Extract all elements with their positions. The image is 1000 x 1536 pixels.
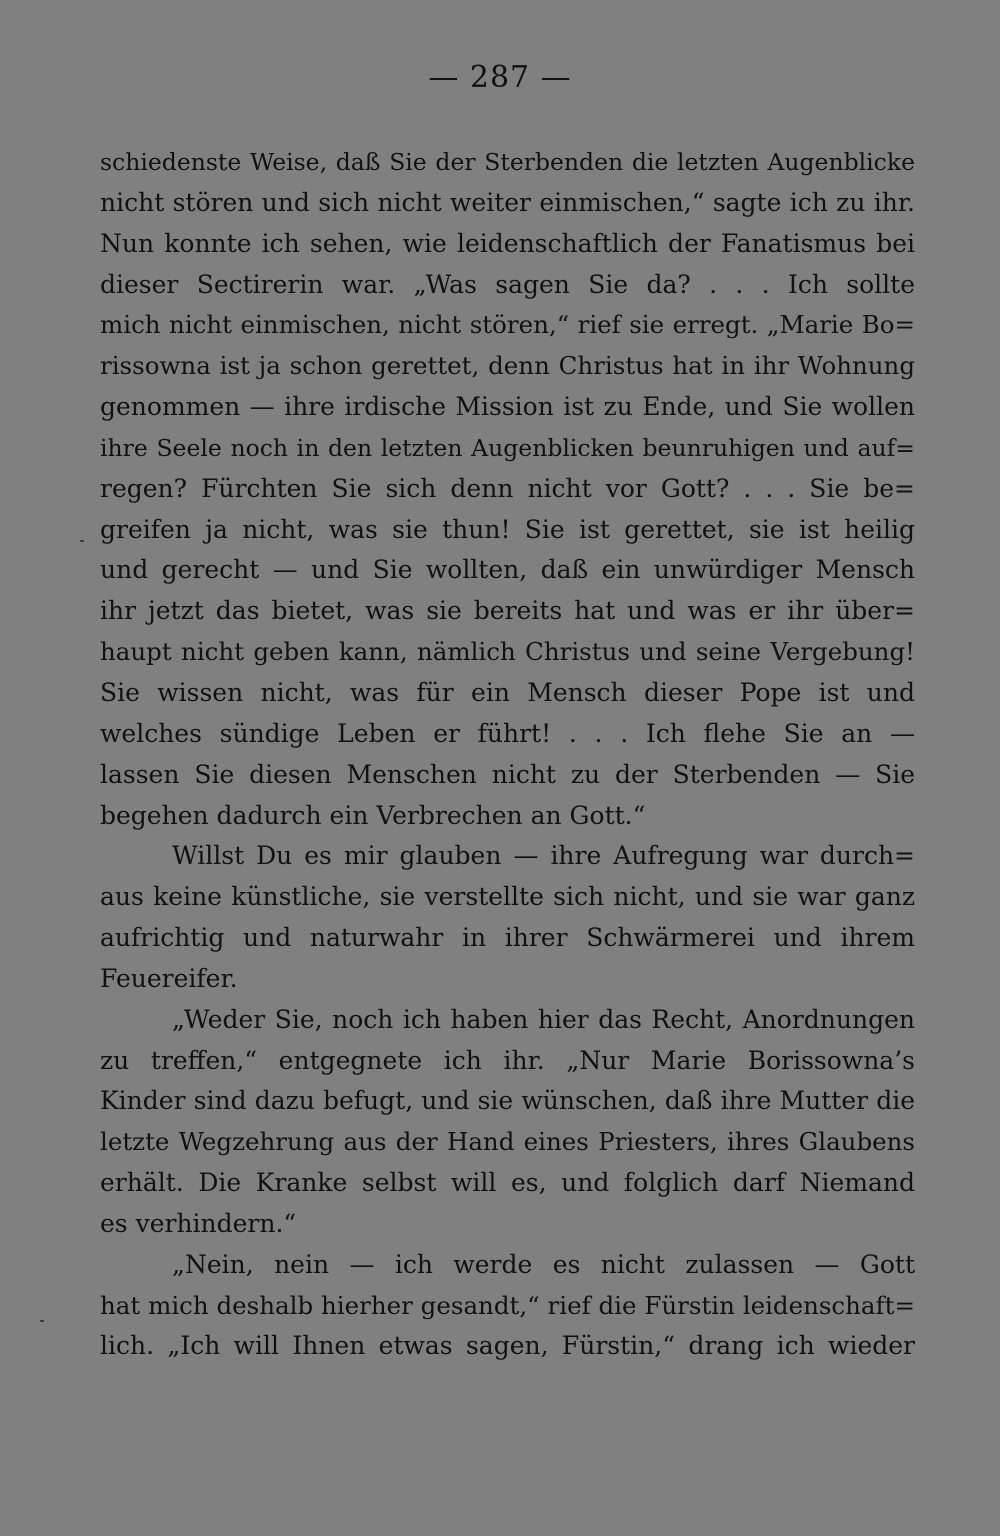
text-line: aus keine künstliche, sie verstellte sich nicht, und sie war ganz bbox=[100, 882, 915, 912]
text-line: nicht stören und sich nicht weiter einmischen,“ sagte ich zu ihr. bbox=[100, 187, 915, 217]
text-line: Nun konnte ich sehen, wie leidenschaftlich der Fanatismus bei bbox=[100, 228, 915, 258]
text-line: Feuereifer. bbox=[100, 963, 238, 993]
text-line: es verhindern.“ bbox=[100, 1208, 297, 1238]
text-line: lich. „Ich will Ihnen etwas sagen, Fürstin,“ drang ich wieder bbox=[100, 1331, 915, 1361]
scan-speck bbox=[80, 540, 84, 542]
text-line: regen? Fürchten Sie sich denn nicht vor Gott? . . . Sie be= bbox=[100, 473, 915, 503]
text-line: und gerecht — und Sie wollten, daß ein unwürdiger Mensch bbox=[100, 555, 915, 585]
text-line: ihr jetzt das bietet, was sie bereits hat und was er ihr über= bbox=[100, 596, 915, 626]
text-line: greifen ja nicht, was sie thun! Sie ist gerettet, sie ist heilig bbox=[100, 514, 915, 544]
text-line: schiedenste Weise, daß Sie der Sterbenden die letzten Augenblicke bbox=[100, 148, 915, 176]
scan-speck bbox=[40, 1320, 44, 1322]
text-line: zu treffen,“ entgegnete ich ihr. „Nur Marie Borissowna’s bbox=[100, 1045, 915, 1075]
text-line: Sie wissen nicht, was für ein Mensch dieser Pope ist und bbox=[100, 677, 915, 707]
text-line: welches sündige Leben er führt! . . . Ich flehe Sie an — bbox=[100, 718, 915, 748]
page-number: — 287 — bbox=[428, 60, 572, 95]
text-line: erhält. Die Kranke selbst will es, und folglich darf Niemand bbox=[100, 1168, 915, 1198]
text-line: rissowna ist ja schon gerettet, denn Christus hat in ihr Wohnung bbox=[100, 351, 915, 381]
text-line: lassen Sie diesen Menschen nicht zu der Sterbenden — Sie bbox=[100, 759, 915, 789]
text-line: „Weder Sie, noch ich haben hier das Recht, Anordnungen bbox=[172, 1004, 915, 1034]
text-line: hat mich deshalb hierher gesandt,“ rief die Fürstin leidenschaft= bbox=[100, 1290, 915, 1320]
text-line: letzte Wegzehrung aus der Hand eines Priesters, ihres Glaubens bbox=[100, 1127, 915, 1157]
text-line: ihre Seele noch in den letzten Augenblicken beunruhigen und auf= bbox=[100, 433, 915, 462]
text-line: aufrichtig und naturwahr in ihrer Schwärmerei und ihrem bbox=[100, 923, 915, 953]
text-line: dieser Sectirerin war. „Was sagen Sie da? . . . Ich sollte bbox=[100, 269, 915, 299]
text-line: haupt nicht geben kann, nämlich Christus und seine Vergebung! bbox=[100, 637, 915, 667]
text-line: Kinder sind dazu befugt, und sie wünschen, daß ihre Mutter die bbox=[100, 1086, 915, 1116]
text-line: mich nicht einmischen, nicht stören,“ rief sie erregt. „Marie Bo= bbox=[100, 310, 915, 340]
text-line: „Nein, nein — ich werde es nicht zulassen — Gott bbox=[172, 1249, 915, 1279]
text-line: genommen — ihre irdische Mission ist zu Ende, und Sie wollen bbox=[100, 392, 915, 422]
body-text bbox=[100, 142, 915, 1367]
text-line: Willst Du es mir glauben — ihre Aufregung war durch= bbox=[172, 841, 915, 871]
text-line: begehen dadurch ein Verbrechen an Gott.“ bbox=[100, 800, 646, 830]
